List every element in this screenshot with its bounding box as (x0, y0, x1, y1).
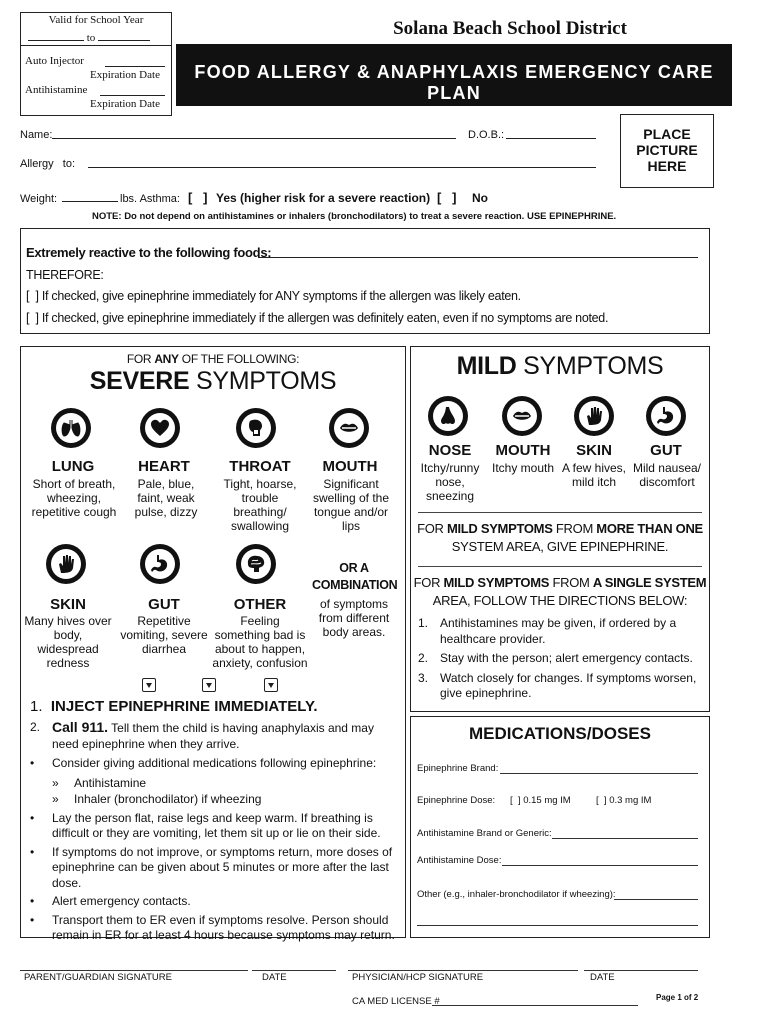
bullet-item: • Alert emergency contacts. (30, 894, 191, 908)
expiration-date-label: Expiration Date (90, 98, 160, 110)
dose-015-checkbox[interactable]: [ ] 0.15 mg IM (510, 795, 571, 806)
parent-date-field[interactable] (252, 969, 336, 971)
brain-icon (236, 544, 276, 584)
more-than-one-instruction: FOR MILD SYMPTOMS FROM MORE THAN ONE SYSTEM AREA, GIVE EPINEPHRINE. (417, 521, 703, 554)
asthma-no-label: No (472, 191, 488, 205)
allergy-field[interactable] (88, 156, 596, 168)
lung-desc: Short of breath, wheezing, repetitive cough (31, 477, 117, 519)
mild-gut-name: GUT (650, 442, 682, 459)
arrow-down-icon (264, 678, 278, 692)
throat-desc: Tight, hoarse, trouble breathing/ swallowing (223, 477, 297, 533)
physician-signature-label: PHYSICIAN/HCP SIGNATURE (352, 972, 484, 983)
mouth-name: MOUTH (322, 458, 378, 475)
combination-desc: of symptoms from different body areas. (318, 597, 390, 639)
mild-mouth-name: MOUTH (495, 442, 551, 459)
antihistamine-dose-field[interactable] (502, 864, 698, 866)
page-number: Page 1 of 2 (656, 993, 699, 1002)
reactive-foods-heading: Extremely reactive to the following foods: (26, 245, 272, 260)
direction-item: 2. Stay with the person; alert emergency contacts. (418, 651, 693, 665)
weight-field[interactable] (62, 190, 118, 202)
combination-title: OR A COMBINATION (312, 561, 398, 592)
asthma-yes-label: Yes (higher risk for a severe reaction) (216, 191, 431, 205)
throat-name: THROAT (229, 458, 291, 475)
parent-signature-field[interactable] (20, 969, 248, 971)
dose-03-checkbox[interactable]: [ ] 0.3 mg IM (596, 795, 652, 806)
option-any-symptoms[interactable]: [ ] If checked, give epinephrine immediately for ANY symptoms if the allergen was likely eaten. (26, 289, 521, 303)
step-inject: 1. INJECT EPINEPHRINE IMMEDIATELY. (30, 698, 318, 715)
name-label: Name: (20, 129, 53, 141)
therefore-label: THEREFORE: (26, 268, 104, 282)
bullet-item: • Consider giving additional medications following epinephrine: (30, 756, 377, 770)
parent-signature-label: PARENT/GUARDIAN SIGNATURE (24, 972, 172, 983)
photo-placeholder[interactable]: PLACE PICTURE HERE (636, 126, 698, 174)
medications-title: MEDICATIONS/DOSES (469, 724, 651, 743)
epinephrine-brand-label: Epinephrine Brand: (417, 763, 499, 774)
for-any-heading: FOR ANY OF THE FOLLOWING: (126, 352, 300, 366)
sub-bullet-item: » Antihistamine (52, 775, 147, 790)
other-meds-field[interactable] (614, 898, 698, 900)
skin-name: SKIN (50, 596, 86, 613)
heart-icon (140, 408, 180, 448)
mild-directions (418, 616, 704, 702)
lips-icon (502, 396, 542, 436)
school-year-fields: to (28, 29, 150, 44)
epinephrine-dose-label: Epinephrine Dose: (417, 795, 496, 806)
mild-skin-name: SKIN (576, 442, 612, 459)
license-field[interactable] (432, 1004, 638, 1006)
allergy-label: Allergy to: (20, 158, 76, 170)
auto-injector-label: Auto Injector (25, 55, 84, 67)
sub-bullet-item: » Inhaler (bronchodilator) if wheezing (52, 792, 262, 806)
divider (20, 45, 172, 46)
heart-name: HEART (138, 458, 190, 475)
gut-name: GUT (148, 596, 180, 613)
lbs-asthma-label: lbs. Asthma: (120, 193, 180, 205)
other-meds-label: Other (e.g., inhaler-bronchodilator if wheezing): (417, 889, 616, 900)
lips-icon (329, 408, 369, 448)
mild-mouth-desc: Itchy mouth (491, 461, 555, 475)
date-label: DATE (590, 972, 615, 983)
reactive-foods-field[interactable] (258, 246, 698, 258)
throat-icon (236, 408, 276, 448)
dob-field[interactable] (506, 127, 596, 139)
severe-instructions (30, 720, 400, 944)
antihistamine-exp-field[interactable] (100, 84, 165, 96)
step-call-911: 2. Call 911. Tell them the child is having anaphylaxis and may need epinephrine when they arrive. (30, 719, 374, 751)
mild-skin-desc: A few hives, mild itch (561, 461, 627, 489)
dob-label: D.O.B.: (468, 129, 505, 141)
mild-title: MILD SYMPTOMS (456, 352, 664, 380)
year-start-field[interactable] (28, 29, 84, 41)
hand-icon (574, 396, 614, 436)
direction-item: 3. Watch closely for changes. If symptoms worsen, give epinephrine. (418, 670, 697, 700)
skin-desc: Many hives over body, widespread redness (24, 614, 112, 670)
physician-date-field[interactable] (584, 969, 698, 971)
stomach-icon (646, 396, 686, 436)
auto-injector-exp-field[interactable] (105, 55, 165, 67)
antihistamine-brand-field[interactable] (552, 837, 698, 839)
divider (418, 566, 702, 567)
lung-name: LUNG (51, 458, 95, 475)
antihistamine-label: Antihistamine (25, 84, 88, 96)
nose-desc: Itchy/runny nose, sneezing (420, 461, 480, 503)
arrow-down-icon (202, 678, 216, 692)
name-field[interactable] (52, 127, 456, 139)
single-system-instruction: FOR MILD SYMPTOMS FROM A SINGLE SYSTEM AREA, FOLLOW THE DIRECTIONS BELOW: (413, 575, 707, 608)
antihistamine-brand-label: Antihistamine Brand or Generic: (417, 828, 552, 839)
expiration-date-label: Expiration Date (90, 69, 160, 81)
divider (418, 512, 702, 513)
epinephrine-brand-field[interactable] (500, 772, 698, 774)
mouth-desc: Significant swelling of the tongue and/or lips (312, 477, 390, 533)
asthma-no-checkbox[interactable]: [ ] (437, 190, 457, 205)
gut-desc: Repetitive vomiting, severe diarrhea (120, 614, 208, 656)
physician-signature-field[interactable] (348, 969, 578, 971)
bullet-item: • Transport them to ER even if symptoms resolve. Person should remain in ER for at least 4 hours because symptoms may return. (30, 912, 395, 942)
stomach-icon (140, 544, 180, 584)
weight-label: Weight: (20, 193, 58, 205)
bullet-item: • Lay the person flat, raise legs and keep warm. If breathing is difficult or they are vomiting, let them sit up or lie on their side. (30, 810, 381, 840)
medications-section (410, 716, 710, 938)
license-label: CA MED LICENSE # (352, 996, 440, 1007)
page-title: FOOD ALLERGY & ANAPHYLAXIS EMERGENCY CARE PLAN (194, 62, 714, 103)
heart-desc: Pale, blue, faint, weak pulse, dizzy (134, 477, 198, 519)
nose-icon (428, 396, 468, 436)
hand-icon (46, 544, 86, 584)
epinephrine-note: NOTE: Do not depend on antihistamines or inhalers (bronchodilators) to treat a severe reaction. USE EPINEPHRINE. (92, 211, 617, 222)
mild-gut-desc: Mild nausea/ discomfort (632, 461, 702, 489)
asthma-yes-checkbox[interactable]: [ ] (188, 190, 208, 205)
valid-label: Valid for School Year (48, 14, 144, 26)
arrow-down-icon (142, 678, 156, 692)
severe-title: SEVERE SYMPTOMS (89, 367, 337, 395)
other-meds-field-2[interactable] (417, 924, 698, 926)
date-label: DATE (262, 972, 287, 983)
year-end-field[interactable] (98, 29, 150, 41)
antihistamine-dose-label: Antihistamine Dose: (417, 855, 502, 866)
lungs-icon (51, 408, 91, 448)
district-name: Solana Beach School District (393, 18, 627, 39)
other-desc: Feeling something bad is about to happen, anxiety, confusion (212, 614, 308, 670)
bullet-item: • If symptoms do not improve, or symptoms return, more doses of epinephrine can be given about 5 minutes or more after the last dose. (30, 844, 393, 890)
nose-name: NOSE (428, 442, 472, 459)
option-no-symptoms[interactable]: [ ] If checked, give epinephrine immediately if the allergen was definitely eaten, even if no symptoms are noted. (26, 311, 609, 325)
other-name: OTHER (233, 596, 287, 613)
direction-item: 1. Antihistamines may be given, if ordered by a healthcare provider. (418, 616, 677, 646)
